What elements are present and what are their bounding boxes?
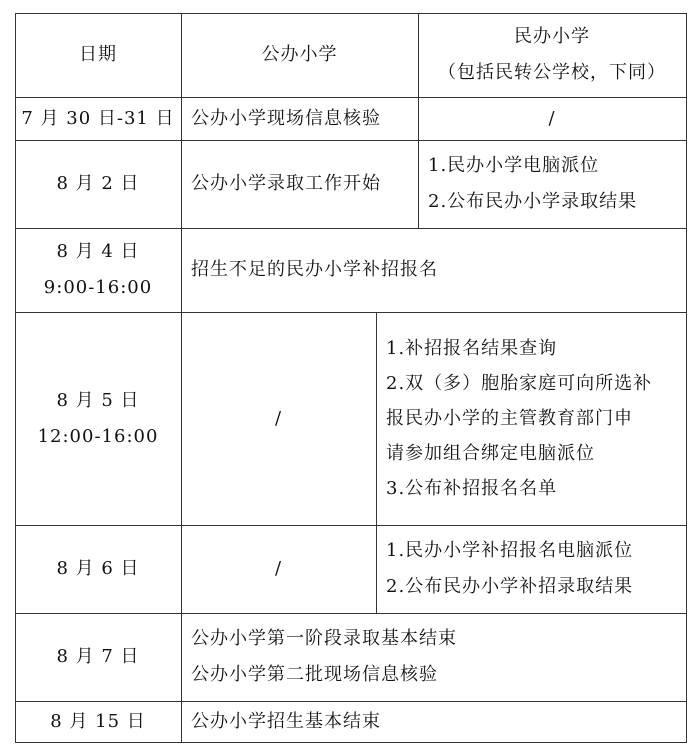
row-merged: 公办小学第一阶段录取基本结束 公办小学第二批现场信息核验 [191, 628, 457, 685]
row-merged: 招生不足的民办小学补招报名 [191, 259, 438, 280]
row-date: 8 月 7 日 [56, 646, 140, 667]
row-date: 8 月 2 日 [56, 173, 140, 194]
row-date: 7 月 30 日-31 日 [21, 107, 175, 129]
row-merged: 公办小学招生基本结束 [191, 710, 381, 732]
row-private: 1.民办小学电脑派位 2.公布民办小学录取结果 [428, 155, 638, 212]
row-private: / [548, 107, 556, 129]
row-date: 8 月 5 日 12:00-16:00 [37, 389, 159, 447]
row-date: 8 月 6 日 [56, 558, 140, 579]
header-private-school: 民办小学 （包括民转公学校，下同） [438, 26, 666, 83]
row-public: / [274, 558, 283, 579]
row-private: 1.民办小学补招报名电脑派位 2.公布民办小学补招录取结果 [386, 540, 634, 597]
table-border-bottom [15, 742, 687, 743]
header-date: 日期 [79, 44, 117, 65]
header-public-school: 公办小学 [261, 44, 338, 65]
row-public: 公办小学录取工作开始 [191, 173, 381, 194]
row-public: 公办小学现场信息核验 [191, 107, 381, 129]
table-border-right [686, 13, 687, 743]
row-date: 8 月 15 日 [50, 710, 146, 732]
row-date: 8 月 4 日 9:00-16:00 [43, 241, 153, 298]
row-private: 1.补招报名结果查询 2.双（多）胞胎家庭可向所选补 报民办小学的主管教育部门申 请参加组合绑定电脑派位 3.公布补招报名名单 [386, 338, 653, 499]
row-public: / [274, 407, 283, 429]
